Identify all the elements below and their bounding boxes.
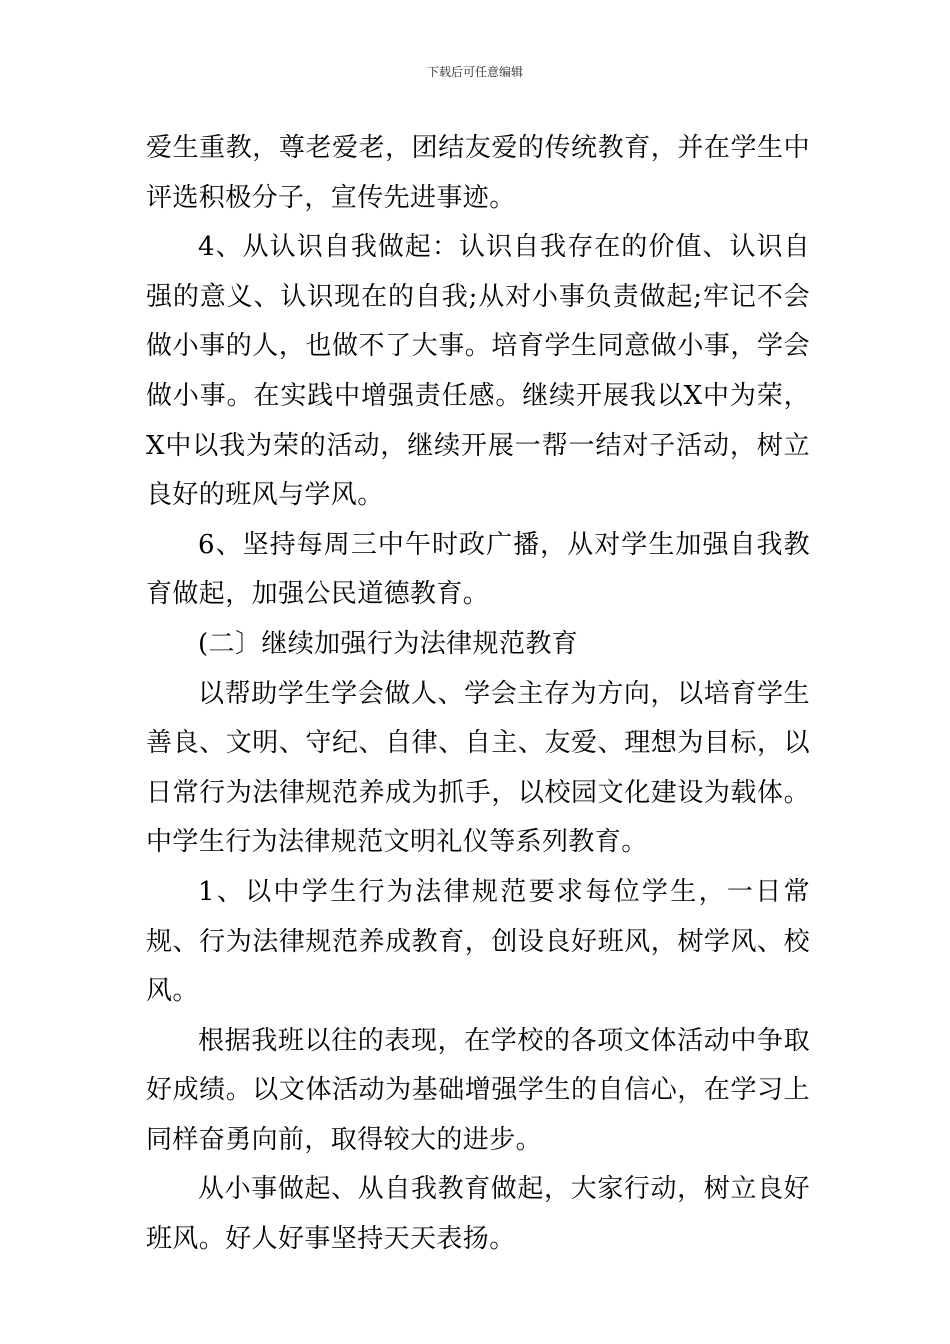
- paragraph: 以帮助学生学会做人、学会主存为方向，以培育学生善良、文明、守纪、自律、自主、友爱、理想为目标，以日常行为法律规范养成为抓手，以校园文化建设为载体。中学生行为法律规范文明礼仪等系列教育。: [146, 678, 810, 858]
- paragraph: 1、以中学生行为法律规范要求每位学生，一日常规、行为法律规范养成教育，创设良好班风，树学风、校风。: [146, 876, 810, 1007]
- paragraph: 从小事做起、从自我教育做起，大家行动，树立良好班风。好人好事坚持天天表扬。: [146, 1174, 810, 1255]
- paragraph: 6、坚持每周三中午时政广播，从对学生加强自我教育做起，加强公民道德教育。: [146, 529, 810, 610]
- page-header-note: 下载后可任意编辑: [426, 65, 523, 79]
- section-heading: (二〕继续加强行为法律规范教育: [198, 628, 579, 659]
- paragraph: 根据我班以往的表现，在学校的各项文体活动中争取好成绩。以文体活动为基础增强学生的自信心，在学习上同样奋勇向前，取得较大的进步。: [146, 1025, 810, 1155]
- document-body: [146, 124, 810, 1265]
- paragraph: 4、从认识自我做起：认识自我存在的价值、认识自强的意义、认识现在的自我;从对小事负责做起;牢记不会做小事的人，也做不了大事。培育学生同意做小事，学会做小事。在实践中增强责任感。继续开展我以X中为荣，X中以我为荣的活动，继续开展一帮一结对子活动，树立良好的班风与学风。: [146, 232, 810, 511]
- paragraph: 爱生重教，尊老爱老，团结友爱的传统教育，并在学生中评选积极分子，宣传先进事迹。: [146, 133, 810, 213]
